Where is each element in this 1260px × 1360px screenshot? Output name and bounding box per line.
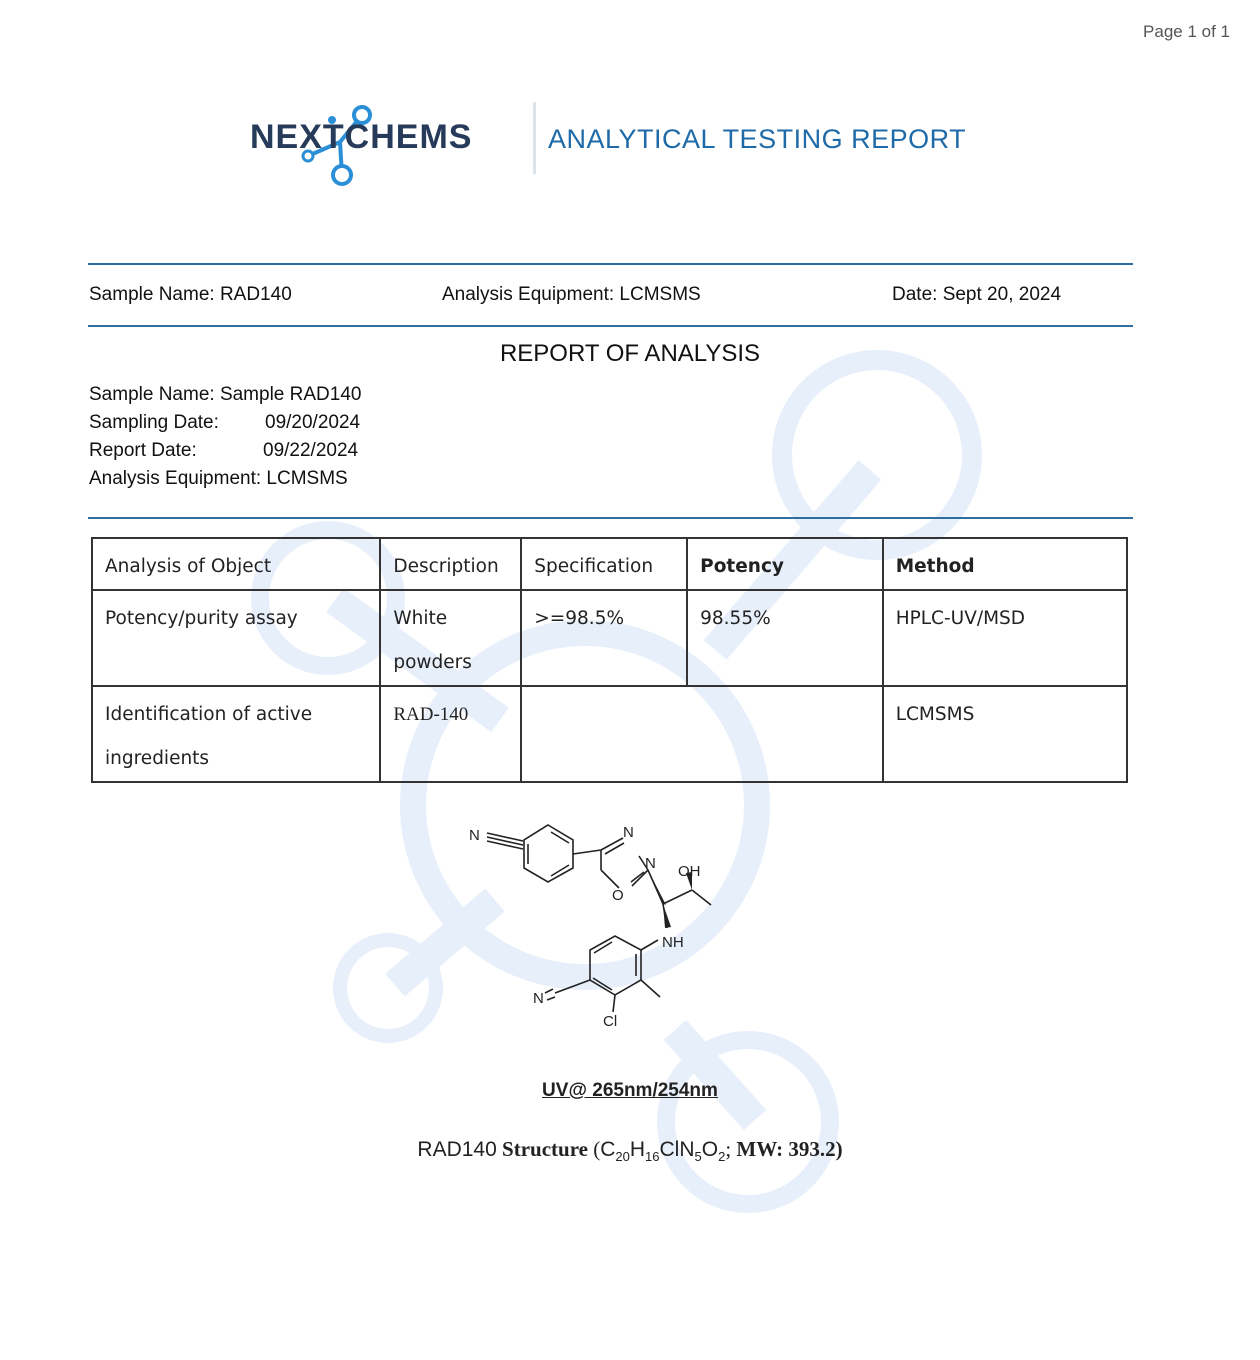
- table-header-cell: Method: [883, 538, 1127, 590]
- header-date: Date: Sept 20, 2024: [892, 284, 1062, 305]
- table-cell-description: RAD-140: [380, 686, 521, 782]
- header-analysis-equipment: Analysis Equipment: LCMSMS: [442, 284, 701, 305]
- structure-compound-name: RAD140: [417, 1138, 497, 1161]
- uv-wavelength-label: UV@ 265nm/254nm: [542, 1080, 718, 1101]
- structure-caption: RAD140 Structure ($C_{20}H_{16}ClN_5O_2$; MW: 393.2): [417, 1137, 843, 1165]
- table-header-cell: Potency: [687, 538, 883, 590]
- info-report-date-label: Report Date:: [89, 440, 197, 461]
- report-heading: REPORT OF ANALYSIS: [499, 340, 761, 367]
- table-cell-potency: 98.55%: [687, 590, 883, 686]
- atom-n-top: N: [469, 827, 480, 844]
- brand-logo-text: NEXTCHEMS: [250, 118, 473, 156]
- table-cell-method: HPLC-UV/MSD: [883, 590, 1127, 686]
- info-bottom-rule: [88, 517, 1133, 519]
- table-row: [92, 686, 1127, 782]
- structure-word: Structure: [502, 1137, 588, 1161]
- table-cell-description: White powders: [380, 590, 521, 686]
- table-cell-object: Potency/purity assay: [92, 590, 380, 686]
- report-title: ANALYTICAL TESTING REPORT: [548, 124, 967, 154]
- table-header-cell: Description: [380, 538, 521, 590]
- table-row: [92, 590, 1127, 686]
- info-sampling-date: 09/20/2024: [265, 412, 361, 433]
- table-cell-method: LCMSMS: [883, 686, 1127, 782]
- atom-ring-n1: N: [623, 824, 634, 841]
- page-number: Page 1 of 1: [1143, 22, 1230, 41]
- header-top-rule: [88, 263, 1133, 265]
- atom-cl: Cl: [603, 1013, 618, 1030]
- analysis-table: [91, 537, 1128, 783]
- atom-nh: NH: [662, 934, 684, 951]
- uv-wavelength-text: [0, 1080, 1260, 1102]
- molecular-formula: $C_{20}H_{16}ClN_5O_2$: [600, 1138, 726, 1165]
- info-sampling-date-label: Sampling Date:: [89, 412, 219, 433]
- atom-ring-o: O: [612, 887, 624, 904]
- atom-n-bottom: N: [533, 990, 544, 1007]
- table-cell-specification-potency: [521, 686, 882, 782]
- atom-ring-n2: N: [645, 855, 656, 872]
- header-sample-name: Sample Name: RAD140: [89, 284, 292, 305]
- table-header-row: [92, 538, 1127, 590]
- logo-divider: [533, 102, 536, 174]
- table-header-cell: Analysis of Object: [92, 538, 380, 590]
- table-header-cell: Specification: [521, 538, 687, 590]
- info-analysis-equipment: Analysis Equipment: LCMSMS: [89, 468, 348, 489]
- rad140-structure-diagram: [455, 810, 735, 1035]
- info-report-date: 09/22/2024: [263, 440, 359, 461]
- table-cell-object: Identification of active ingredients: [92, 686, 380, 782]
- table-cell-specification: >=98.5%: [521, 590, 687, 686]
- header-bottom-rule: [88, 325, 1133, 327]
- info-sample-name: Sample Name: Sample RAD140: [89, 384, 362, 405]
- atom-oh: OH: [678, 863, 701, 880]
- molecular-weight: MW: 393.2: [736, 1137, 836, 1161]
